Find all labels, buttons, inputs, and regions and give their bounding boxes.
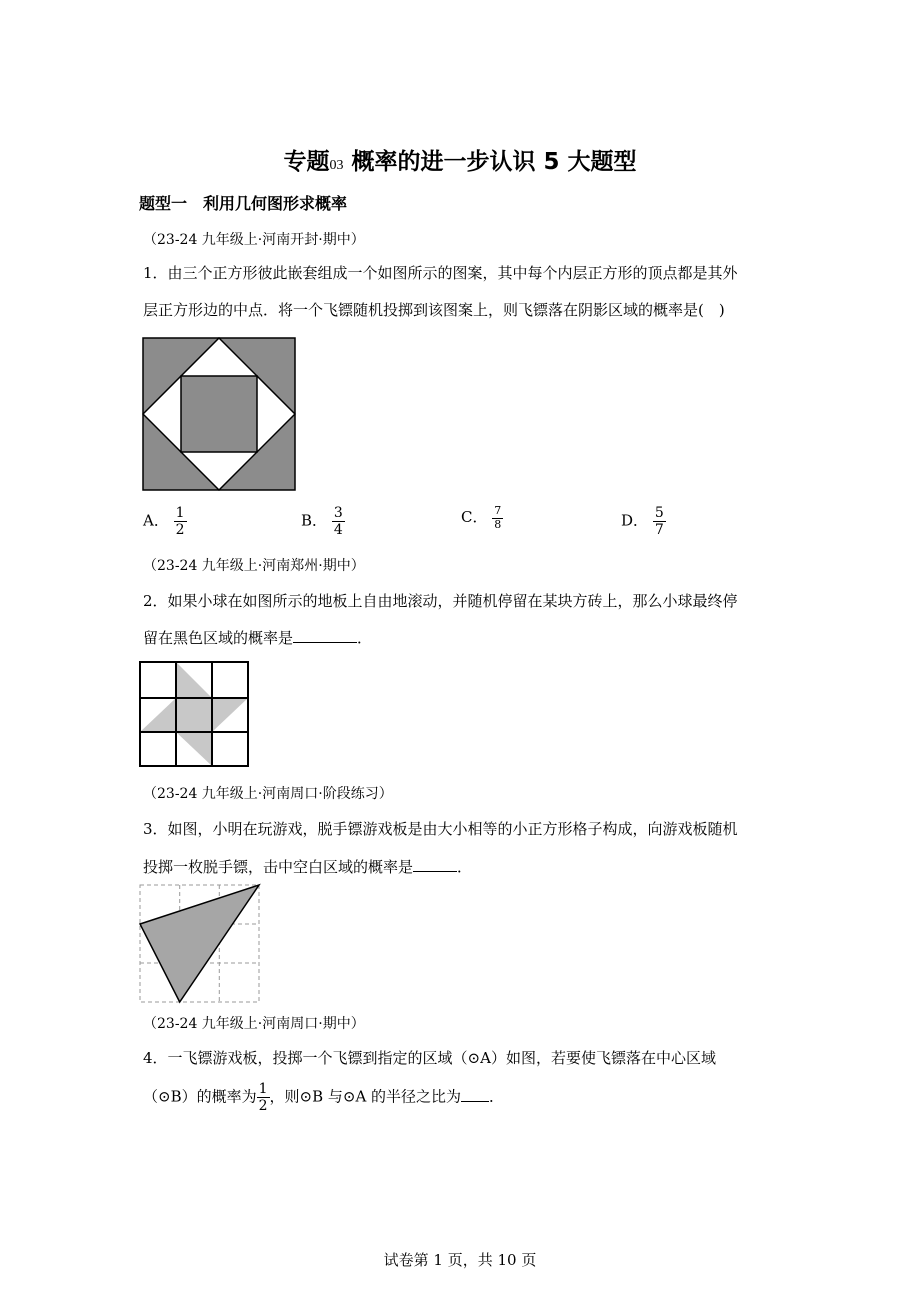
q1-option-c[interactable]: C． $\frac{7}{8}$: [461, 504, 502, 531]
page-title: 专题03 概率的进一步认识 5 大题型: [283, 149, 637, 175]
section-heading: 题型一 利用几何图形求概率: [139, 194, 348, 213]
q1-source: （23-24 九年级上·河南开封·期中）: [143, 232, 365, 248]
q1-figure-nested-squares: [142, 337, 296, 491]
q2-figure-tile-grid: [138, 660, 250, 768]
q3-source: （23-24 九年级上·河南周口·阶段练习）: [143, 786, 393, 802]
q1-line1: 1．由三个正方形彼此嵌套组成一个如图所示的图案，其中每个内层正方形的顶点都是其外: [143, 264, 738, 282]
q1-option-a[interactable]: A． $\frac{1}{2}$: [143, 505, 185, 539]
q4-line2: （⊙B）的概率为 $\frac{1}{2}$ ，则⊙B 与⊙A 的半径之比为 ．: [143, 1081, 505, 1115]
q4-answer-blank[interactable]: [461, 1087, 489, 1102]
q2-answer-blank[interactable]: [293, 628, 357, 643]
q1-option-b[interactable]: B． $\frac{3}{4}$: [301, 505, 343, 539]
q3-answer-blank[interactable]: [413, 857, 457, 872]
q2-line1: 2．如果小球在如图所示的地板上自由地滚动，并随机停留在某块方砖上，那么小球最终停: [143, 592, 738, 610]
q1-line2: 层正方形边的中点．将一个飞镖随机投掷到该图案上，则飞镖落在阴影区域的概率是( ): [143, 301, 725, 319]
q4-line1: 4．一飞镖游戏板，投掷一个飞镖到指定的区域（⊙A）如图，若要使飞镖落在中心区域: [143, 1049, 716, 1067]
q1-option-d[interactable]: D． $\frac{5}{7}$: [621, 505, 664, 539]
q3-figure-dart-board: [138, 883, 262, 1005]
q3-line1: 3．如图，小明在玩游戏，脱手镖游戏板是由大小相等的小正方形格子构成，向游戏板随机: [143, 820, 738, 838]
q3-line2: 投掷一枚脱手镖，击中空白区域的概率是 ．: [143, 858, 473, 876]
q2-line2: 留在黑色区域的概率是 ．: [143, 629, 373, 647]
page-footer: 试卷第 1 页，共 10 页: [383, 1251, 537, 1269]
q2-source: （23-24 九年级上·河南郑州·期中）: [143, 558, 365, 574]
q4-source: （23-24 九年级上·河南周口·期中）: [143, 1016, 365, 1032]
